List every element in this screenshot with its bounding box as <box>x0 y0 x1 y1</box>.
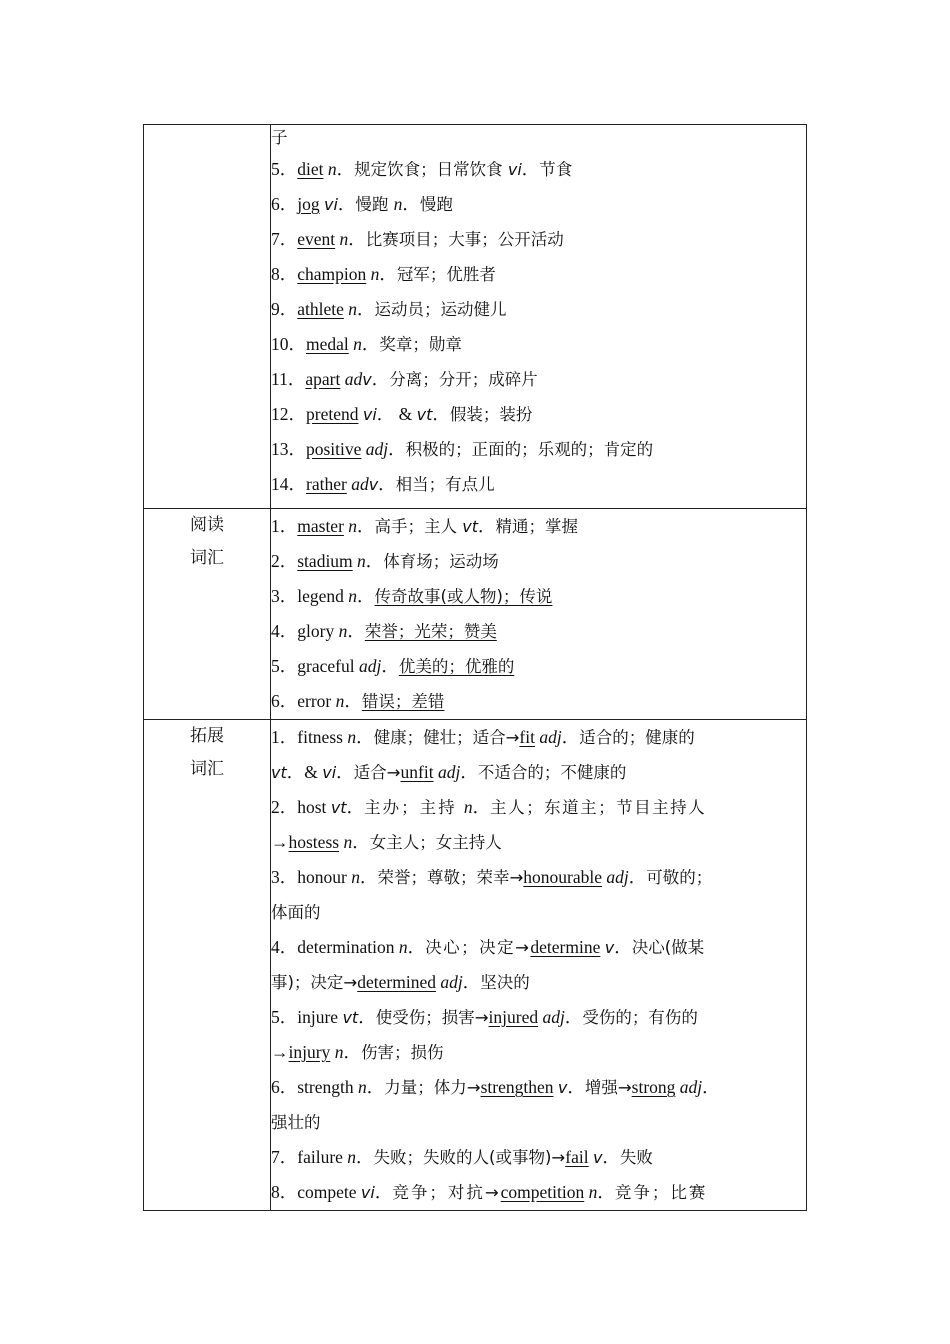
list-item <box>271 257 806 292</box>
part-of-speech: n <box>357 551 366 571</box>
answer-word: honourable <box>523 867 603 887</box>
vocab-word: athlete <box>297 299 344 319</box>
meaning: 坚决的 <box>480 973 530 992</box>
answer-text: 荣誉；光荣；赞美 <box>364 622 497 641</box>
list-item <box>271 362 806 397</box>
meaning: 可敬的； <box>646 868 713 887</box>
part-of-speech: adj <box>437 762 461 782</box>
list-item <box>271 292 806 327</box>
vocab-word: fitness <box>297 727 343 747</box>
punct: ． <box>561 727 580 747</box>
part-of-speech: n <box>347 727 357 747</box>
meaning: 体育场；运动场 <box>383 552 499 571</box>
arrow: → <box>271 832 289 852</box>
item-number: 3． <box>271 867 298 887</box>
punct: ． <box>702 1077 720 1097</box>
punct: ． <box>472 797 491 817</box>
list-item <box>271 467 806 502</box>
vocab-word: event <box>297 229 336 249</box>
punct: ． <box>357 299 375 319</box>
answer-word: injured <box>488 1007 539 1027</box>
category-label: 拓展 <box>190 726 224 746</box>
item-number: 10． <box>271 334 306 354</box>
vocab-word: error <box>297 691 332 711</box>
vocab-word: stadium <box>297 551 353 571</box>
list-item <box>271 1000 806 1035</box>
vocab-word: medal <box>306 334 349 354</box>
item-number: 12． <box>271 404 306 424</box>
table-row <box>144 509 807 720</box>
ampersand: & <box>304 762 323 782</box>
meaning: 适合→ <box>353 763 401 782</box>
item-number: 13． <box>271 439 306 459</box>
meaning: 积极的；正面的；乐观的；肯定的 <box>405 440 654 459</box>
vocab-word: honour <box>297 867 347 887</box>
vocab-word: graceful <box>297 656 355 676</box>
meaning: 假装；装扮 <box>449 405 533 424</box>
list-item <box>271 397 806 432</box>
answer-word: fail <box>565 1147 589 1167</box>
punct: ． <box>358 1007 376 1027</box>
punct: ． <box>336 159 355 179</box>
part-of-speech: n <box>347 1147 357 1167</box>
part-of-speech: vi <box>324 195 338 214</box>
vocabulary-page <box>143 124 807 1202</box>
meaning: 相当；有点儿 <box>395 475 495 494</box>
list-item <box>271 649 806 684</box>
punct: ． <box>356 1147 374 1167</box>
answer-word: strong <box>631 1077 676 1097</box>
vocab-word: glory <box>297 621 335 641</box>
meaning: 力量；体力→ <box>384 1078 481 1097</box>
part-of-speech: adj <box>606 867 629 887</box>
punct: ． <box>628 867 647 887</box>
answer-word: competition <box>500 1182 585 1202</box>
meaning: 分离；分开；成碎片 <box>389 370 538 389</box>
list-item <box>271 860 806 895</box>
punct: ． <box>343 1042 361 1062</box>
meaning: 决心(做某 <box>631 938 705 957</box>
meaning: 不适合的；不健康的 <box>477 763 627 782</box>
meaning: 失败；失败的人(或事物)→ <box>373 1148 566 1167</box>
part-of-speech: n <box>335 691 345 711</box>
meaning: 使受伤；损害→ <box>375 1008 489 1027</box>
part-of-speech: n <box>351 867 360 887</box>
meaning: 精通；掌握 <box>495 517 579 536</box>
part-of-speech: vt <box>271 763 287 782</box>
table-row <box>144 720 807 1211</box>
vocab-word: determination <box>297 937 395 957</box>
vocab-word: strength <box>297 1077 354 1097</box>
item-number: 9． <box>271 299 298 319</box>
list-item <box>271 1140 806 1175</box>
part-of-speech: n <box>463 797 473 817</box>
meaning: 奖章；勋章 <box>379 335 462 354</box>
vocab-word: master <box>297 516 344 536</box>
part-of-speech: vi <box>362 405 377 424</box>
meaning: 受伤的；有伤的 <box>582 1008 698 1027</box>
list-item <box>271 187 806 222</box>
punct: ． <box>379 264 397 284</box>
meaning: 伤害；损伤 <box>360 1043 444 1062</box>
category-label: 阅读 <box>190 515 224 535</box>
part-of-speech: n <box>588 1182 598 1202</box>
part-of-speech: n <box>398 937 408 957</box>
list-item: 体面的 <box>271 903 321 922</box>
list-item <box>271 579 806 614</box>
item-number: 6． <box>271 1077 298 1097</box>
meaning: 竞争；比赛 <box>614 1183 708 1202</box>
list-item <box>271 825 806 860</box>
part-of-speech: adj <box>358 656 382 676</box>
item-number: 7． <box>271 1147 298 1167</box>
meaning: 决心；决定→ <box>425 938 531 957</box>
items-cell <box>271 720 807 1211</box>
part-of-speech: vi <box>507 160 522 179</box>
part-of-speech: v <box>362 370 372 389</box>
punct: ． <box>388 439 406 459</box>
list-item <box>271 1035 806 1070</box>
item-number: 1． <box>271 727 298 747</box>
category-label: 词汇 <box>190 759 224 779</box>
part-of-speech: v <box>557 1078 568 1097</box>
answer-word: fit <box>519 727 535 747</box>
list-item <box>271 327 806 362</box>
vocab-word: diet <box>297 159 324 179</box>
punct: ． <box>352 832 370 852</box>
list-item <box>271 684 806 719</box>
part-of-speech: v <box>592 1148 603 1167</box>
punct: ． <box>460 762 478 782</box>
item-number: 5． <box>271 656 298 676</box>
punct: ． <box>402 194 420 214</box>
part-of-speech: n <box>348 299 358 319</box>
list-item <box>271 222 806 257</box>
meaning: 荣誉；尊敬；荣幸→ <box>377 868 524 887</box>
punct: ． <box>346 797 365 817</box>
meaning: 失败 <box>619 1148 653 1167</box>
vocab-word: champion <box>297 264 367 284</box>
item-number: 2． <box>271 551 298 571</box>
meaning: 健康；健壮；适合→ <box>373 728 520 747</box>
vocab-word: apart <box>305 369 341 389</box>
part-of-speech: n <box>348 586 358 606</box>
meaning: 运动员；运动健儿 <box>374 300 507 319</box>
part-of-speech: n <box>334 1042 344 1062</box>
punct: ． <box>348 229 366 249</box>
punct: ． <box>432 404 450 424</box>
part-of-speech: n <box>339 229 349 249</box>
punct: ． <box>357 516 375 536</box>
list-item <box>271 509 806 544</box>
meaning: 事)；决定→ <box>271 973 358 992</box>
punct: ． <box>337 194 356 214</box>
punct: ． <box>602 1147 620 1167</box>
vocab-word: host <box>297 797 327 817</box>
punct: ． <box>614 937 632 957</box>
item-number: 3． <box>271 586 298 606</box>
vocab-word: legend <box>297 586 344 606</box>
part-of-speech: ad <box>344 369 363 389</box>
answer-word: determine <box>530 937 601 957</box>
punct: ． <box>567 1077 585 1097</box>
punct: ． <box>597 1182 615 1202</box>
list-item <box>271 755 806 790</box>
ampersand: & <box>394 404 417 424</box>
vocab-word: failure <box>297 1147 343 1167</box>
part-of-speech: n <box>358 1077 367 1097</box>
answer-word: hostess <box>288 832 340 852</box>
part-of-speech: n <box>343 832 353 852</box>
meaning: 主人；东道主；节目主持人 <box>490 798 707 817</box>
list-item <box>271 1175 806 1210</box>
answer-word: determined <box>357 972 436 992</box>
punct: ． <box>378 474 396 494</box>
punct: ． <box>347 621 365 641</box>
part-of-speech: vi <box>360 1183 375 1202</box>
item-number: 7． <box>271 229 298 249</box>
list-item: 子 <box>271 128 288 147</box>
meaning: 主办；主持 <box>364 798 464 817</box>
meaning: 女主人；女主持人 <box>369 833 502 852</box>
item-number: 6． <box>271 691 298 711</box>
answer-word: strengthen <box>480 1077 554 1097</box>
punct: ． <box>478 516 496 536</box>
meaning: 竞争；对抗→ <box>392 1183 501 1202</box>
list-item <box>271 544 806 579</box>
part-of-speech: adj <box>679 1077 703 1097</box>
punct: ． <box>564 1007 583 1027</box>
punct: ． <box>381 656 399 676</box>
part-of-speech: n <box>327 159 337 179</box>
item-number: 1． <box>271 516 298 536</box>
meaning: 节食 <box>539 160 573 179</box>
answer-text: 优美的；优雅的 <box>398 657 515 676</box>
answer-word: unfit <box>400 762 434 782</box>
part-of-speech: vi <box>322 763 337 782</box>
punct: ． <box>407 937 426 957</box>
part-of-speech: n <box>338 621 348 641</box>
category-cell-reading <box>144 509 271 720</box>
meaning: 适合的；健康的 <box>579 728 695 747</box>
part-of-speech: vt <box>416 405 433 424</box>
part-of-speech: vt <box>462 517 479 536</box>
vocabulary-table <box>143 124 807 1211</box>
punct: ． <box>286 762 305 782</box>
list-item <box>271 432 806 467</box>
part-of-speech: v <box>368 475 379 494</box>
part-of-speech: n <box>348 516 358 536</box>
item-number: 8． <box>271 1182 298 1202</box>
meaning: 比赛项目；大事；公开活动 <box>365 230 564 249</box>
meaning: 慢跑 <box>355 195 394 214</box>
vocab-word: compete <box>297 1182 357 1202</box>
meaning: 增强→ <box>584 1078 632 1097</box>
meaning: 慢跑 <box>419 195 453 214</box>
item-number: 2． <box>271 797 298 817</box>
list-item <box>271 720 806 755</box>
category-cell-extension <box>144 720 271 1211</box>
list-item <box>271 1070 806 1105</box>
punct: ． <box>359 867 378 887</box>
list-item: 强壮的 <box>271 1113 321 1132</box>
meaning: 冠军；优胜者 <box>396 265 496 284</box>
list-item <box>271 965 806 1000</box>
answer-text: 错误；差错 <box>361 692 445 711</box>
vocab-word: rather <box>306 474 347 494</box>
part-of-speech: n <box>353 334 362 354</box>
punct: ． <box>365 551 384 571</box>
punct: ． <box>344 691 362 711</box>
items-cell <box>271 509 807 720</box>
meaning: 高手；主人 <box>374 517 463 536</box>
item-number: 5． <box>271 159 298 179</box>
part-of-speech: adj <box>440 972 463 992</box>
part-of-speech: vt <box>330 798 347 817</box>
meaning: 规定饮食；日常饮食 <box>354 160 508 179</box>
part-of-speech: n <box>393 194 403 214</box>
arrow: → <box>271 1042 289 1062</box>
part-of-speech: adj <box>539 727 562 747</box>
category-label: 词汇 <box>190 548 224 568</box>
punct: ． <box>356 727 374 747</box>
punct: ． <box>521 159 540 179</box>
item-number: 4． <box>271 621 298 641</box>
vocab-word: positive <box>306 439 362 459</box>
vocab-word: pretend <box>306 404 359 424</box>
item-number: 6． <box>271 194 298 214</box>
vocab-word: injure <box>297 1007 339 1027</box>
items-cell <box>271 125 807 509</box>
item-number: 14． <box>271 474 306 494</box>
list-item <box>271 790 806 825</box>
punct: ． <box>366 1077 385 1097</box>
punct: ． <box>376 404 395 424</box>
list-item <box>271 152 806 187</box>
item-number: 4． <box>271 937 298 957</box>
punct: ． <box>371 369 390 389</box>
item-number: 8． <box>271 264 298 284</box>
list-item <box>271 930 806 965</box>
category-cell-empty <box>144 125 271 509</box>
part-of-speech: adj <box>365 439 389 459</box>
punct: ． <box>336 762 354 782</box>
part-of-speech: v <box>604 938 615 957</box>
part-of-speech: adj <box>542 1007 565 1027</box>
punct: ． <box>357 586 375 606</box>
vocab-word: jog <box>297 194 320 214</box>
answer-text: 传奇故事(或人物)；传说 <box>374 587 553 606</box>
punct: ． <box>361 334 380 354</box>
item-number: 11． <box>271 369 306 389</box>
part-of-speech: n <box>370 264 380 284</box>
punct: ． <box>374 1182 393 1202</box>
part-of-speech: vt <box>342 1008 359 1027</box>
item-number: 5． <box>271 1007 298 1027</box>
table-row <box>144 125 807 509</box>
answer-word: injury <box>288 1042 331 1062</box>
punct: ． <box>462 972 481 992</box>
part-of-speech: ad <box>351 474 369 494</box>
list-item <box>271 614 806 649</box>
